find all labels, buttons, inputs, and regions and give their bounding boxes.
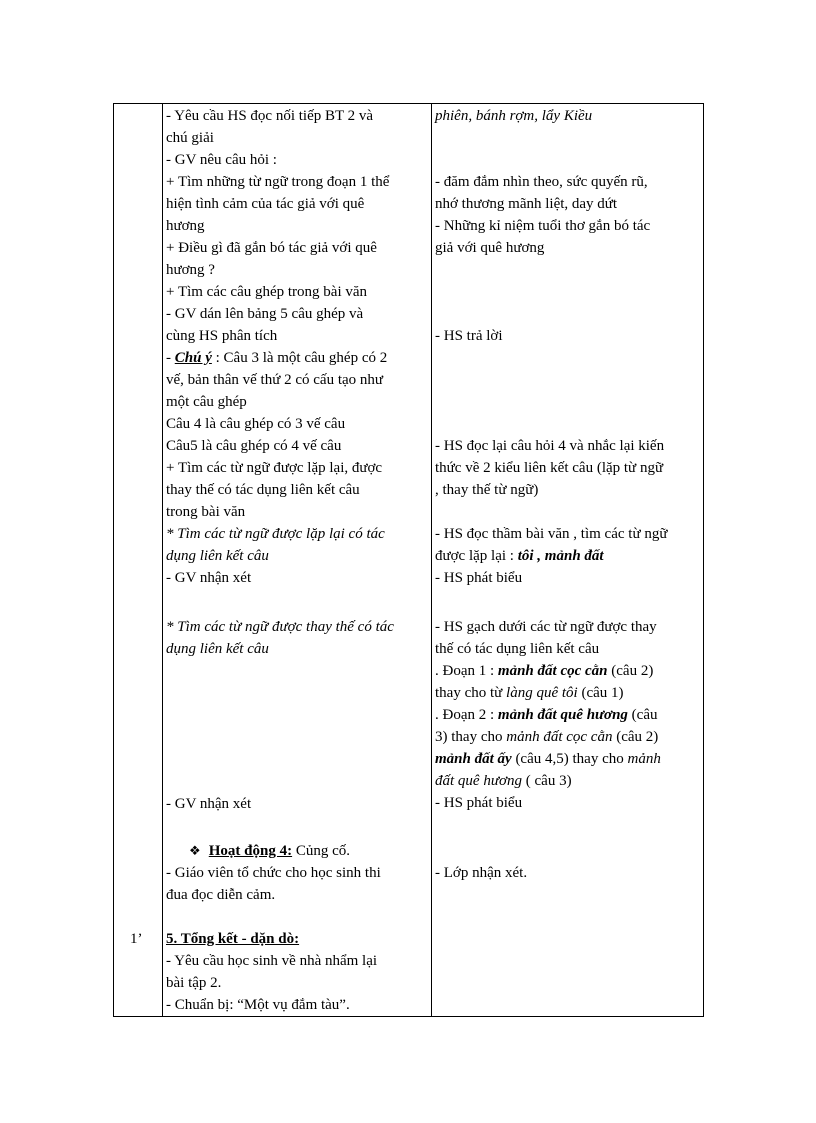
text-line: bài tập 2. [166,975,222,991]
student-column [432,104,704,1016]
text-line: - GV nhận xét [166,796,252,812]
text-line: thay cho từ làng quê tôi (câu 1) [435,685,624,701]
right-block-5 [432,523,704,589]
text-line: Câu 4 là câu ghép có 3 vế câu [166,416,346,432]
text-line: - HS đọc thầm bài văn , tìm các từ ngữ [435,526,668,542]
text-line: - Yêu cầu HS đọc nối tiếp BT 2 và [166,108,374,124]
text-line: Câu5 là câu ghép có 4 vế câu [166,438,342,454]
right-block-7 [432,862,704,884]
activity-label: Hoạt động 4: [208,843,293,859]
text-line: + Tìm các từ ngữ được lặp lại, được [166,460,383,476]
diamond-bullet-icon: ❖ [189,843,201,858]
text-line: dụng liên kết câu [166,548,269,564]
text-line: thế có tác dụng liên kết câu [435,641,600,657]
note-line: - Chú ý : Câu 3 là một câu ghép có 2 [166,350,388,366]
right-block-1 [432,105,704,127]
lesson-table [113,103,704,1017]
right-block-6 [432,616,704,814]
text-line: - HS gạch dưới các từ ngữ được thay [435,619,657,635]
right-block-4 [432,435,704,501]
activity-text: Củng cố. [292,843,351,859]
text-line: thay thế có tác dụng liên kết câu [166,482,360,498]
section-title: 5. Tổng kết - dặn dò: [166,931,300,947]
left-block-5 [163,928,431,1016]
text-line: - Chuẩn bị: “Một vụ đắm tàu”. [166,997,350,1013]
text-line: một câu ghép [166,394,247,410]
text-line: phiên, bánh rợm, lẩy Kiều [435,108,593,124]
text-line: được lặp lại : tôi , mảnh đất [435,548,604,564]
text-line: - đăm đắm nhìn theo, sức quyến rũ, [435,174,648,190]
text-line: , thay thế từ ngữ) [435,482,539,498]
text-line: . Đoạn 1 : mảnh đất cọc cằn (câu 2) [435,663,654,679]
text-line: - Yêu cầu học sinh về nhà nhẩm lại [166,953,378,969]
activity-4-heading [163,840,431,862]
text-line: mảnh đất ấy (câu 4,5) thay cho mảnh [435,751,661,767]
text-line: dụng liên kết câu [166,641,269,657]
left-block-2 [163,616,431,660]
text-line: + Tìm các câu ghép trong bài văn [166,284,368,300]
time-value: 1’ [130,931,143,947]
text-line: - GV dán lên bảng 5 câu ghép và [166,306,364,322]
text-line: - HS phát biểu [435,570,523,586]
text-line: hương [166,218,205,234]
text-line: nhớ thương mãnh liệt, day dứt [435,196,618,212]
text-line: hương ? [166,262,215,278]
text-line: 3) thay cho mảnh đất cọc cằn (câu 2) [435,729,659,745]
text-line: * Tìm các từ ngữ được thay thế có tác [166,619,394,635]
left-block-3 [163,793,431,815]
text-line: chú giải [166,130,214,146]
text-line: - HS phát biểu [435,795,523,811]
text-line: thức về 2 kiểu liên kết câu (lặp từ ngữ [435,460,664,476]
text-line: đua đọc diễn cảm. [166,887,276,903]
text-line: - HS đọc lại câu hỏi 4 và nhắc lại kiến [435,438,665,454]
text-line: - HS trả lời [435,328,503,344]
text-line: - Lớp nhận xét. [435,865,528,881]
text-line: * Tìm các từ ngữ được lặp lại có tác [166,526,385,542]
text-line: - GV nhận xét [166,570,252,586]
text-line: - Giáo viên tổ chức cho học sinh thi [166,865,381,881]
text-line: - Những kỉ niệm tuổi thơ gắn bó tác [435,218,651,234]
right-block-2 [432,171,704,259]
right-block-3 [432,325,704,347]
teacher-column [163,104,431,1016]
left-block-4 [163,862,431,906]
note-label: Chú ý [174,350,212,366]
left-block-1 [163,105,431,589]
text-line: giả với quê hương [435,240,545,256]
text-line: - GV nêu câu hỏi : [166,152,277,168]
text-line: . Đoạn 2 : mảnh đất quê hương (câu [435,707,658,723]
text-line: + Tìm những từ ngữ trong đoạn 1 thể [166,174,390,190]
time-column [114,104,162,1016]
text-line: + Điều gì đã gắn bó tác giả với quê [166,240,377,256]
text-line: đất quê hương ( câu 3) [435,773,572,789]
text-line: cùng HS phân tích [166,328,278,344]
text-line: vế, bản thân vế thứ 2 có cấu tạo như [166,372,384,388]
text-line: trong bài văn [166,504,246,520]
text-line: hiện tình cảm của tác giả với quê [166,196,365,212]
